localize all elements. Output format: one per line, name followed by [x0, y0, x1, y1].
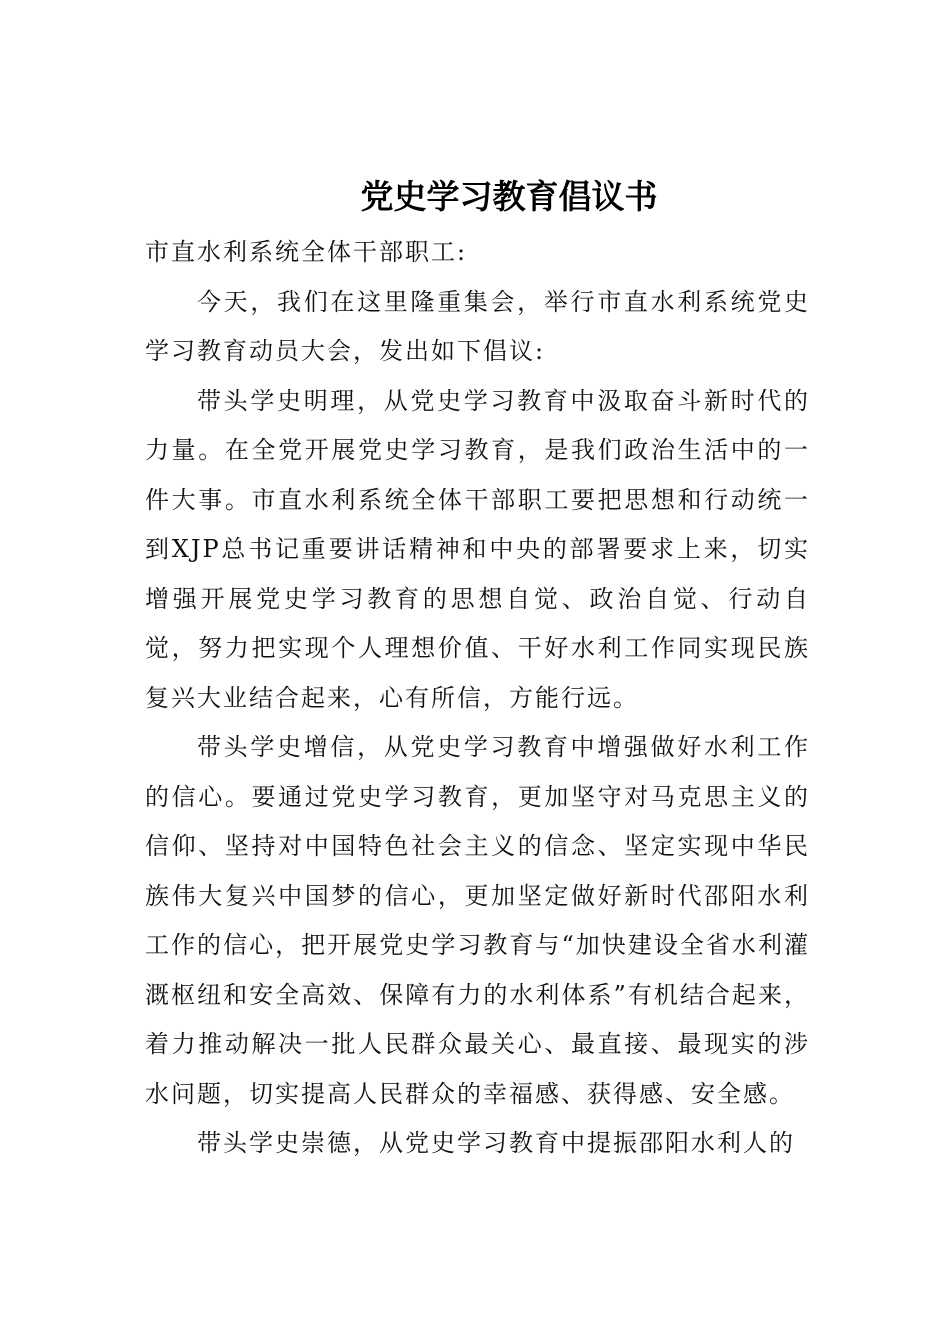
- paragraph-intro: 今天，我们在这里隆重集会，举行市直水利系统党史学习教育动员大会，发出如下倡议:: [145, 287, 810, 365]
- document-title: 党史学习教育倡议书: [360, 177, 658, 216]
- paragraph-learn-history-reason: 带头学史明理，从党史学习教育中汲取奋斗新时代的力量。在全党开展党史学习教育，是我们政治生活中的一件大事。市直水利系统全体干部职工要把思想和行动统一到XJP总书记重要讲话精神和中央的部署要求上来，切实增强开展党史学习教育的思想自觉、政治自觉、行动自觉，努力把实现个人理想价值、干好水利工作同实现民族复兴大业结合起来，心有所信，方能行远。: [145, 386, 810, 712]
- paragraph-learn-history-virtue: 带头学史崇德，从党史学习教育中提振邵阳水利人的: [197, 1129, 795, 1157]
- document-body: [145, 228, 810, 1169]
- paragraph-learn-history-confidence: 带头学史增信，从党史学习教育中增强做好水利工作的信心。要通过党史学习教育，更加坚守对马克思主义的信仰、坚持对中国特色社会主义的信念、坚定实现中华民族伟大复兴中国梦的信心，更加坚定做好新时代邵阳水利工作的信心，把开展党史学习教育与“加快建设全省水利灌溉枢纽和安全高效、保障有力的水利体系”有机结合起来，着力推动解决一批人民群众最关心、最直接、最现实的涉水问题，切实提高人民群众的幸福感、获得感、安全感。: [145, 733, 810, 1108]
- salutation: 市直水利系统全体干部职工:: [145, 238, 468, 266]
